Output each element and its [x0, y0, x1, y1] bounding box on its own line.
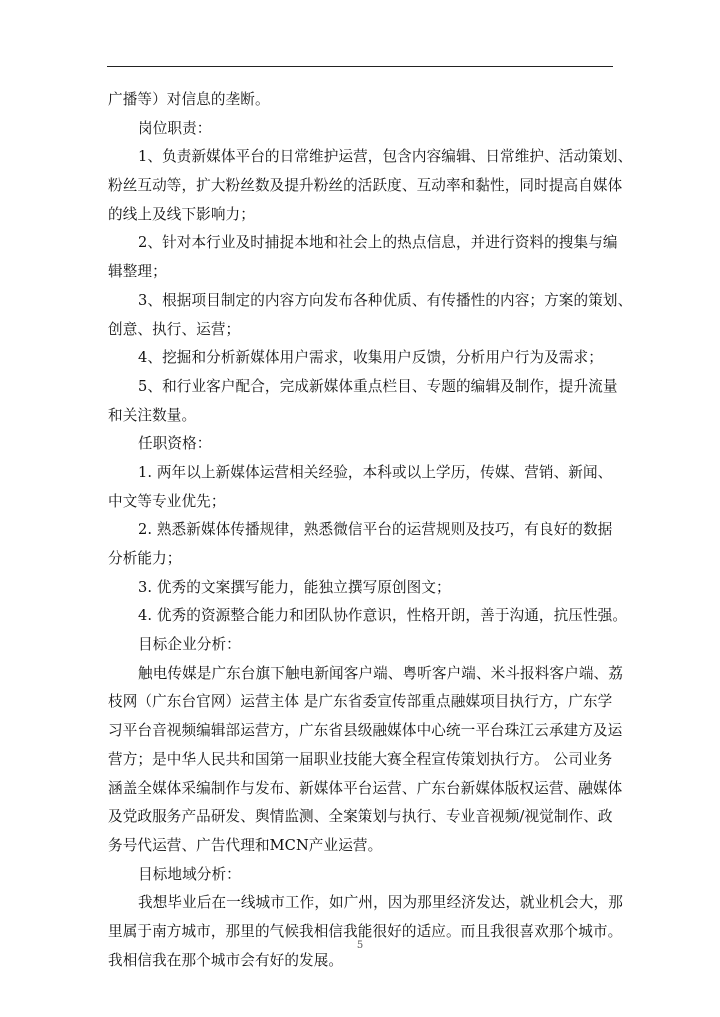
text-line: 2. 熟悉新媒体传播规律，熟悉微信平台的运营规则及技巧，有良好的数据 [138, 521, 613, 539]
text-line: 1、负责新媒体平台的日常维护运营，包含内容编辑、日常维护、活动策划、 [138, 148, 633, 166]
text-line: 辑整理； [108, 263, 167, 281]
text-line: 粉丝互动等，扩大粉丝数及提升粉丝的活跃度、互动率和黏性，同时提高自媒体 [108, 177, 623, 195]
page-number: 5 [356, 940, 364, 951]
text-line: 目标企业分析： [138, 636, 241, 654]
text-line: 广播等）对信息的垄断。 [108, 91, 270, 108]
text-line: 的线上及线下影响力； [108, 205, 255, 223]
text-line: 枝网（广东台官网）运营主体 是广东省委宣传部重点融媒项目执行方，广东学 [108, 693, 613, 711]
text-line: 涵盖全媒体采编制作与发布、新媒体平台运营、广东台新媒体版权运营、融媒体 [108, 779, 623, 797]
text-line: 及党政服务产品研发、舆情监测、全案策划与执行、专业音视频/视觉制作、政 [108, 808, 613, 826]
text-line: 我相信我在那个城市会有好的发展。 [108, 951, 344, 969]
text-line: 分析能力； [108, 550, 182, 567]
text-line: 3. 优秀的文案撰写能力，能独立撰写原创图文； [138, 578, 451, 596]
text-line: 中文等专业优先； [108, 492, 226, 510]
document-body [108, 86, 633, 975]
text-line: 营方；是中华人民共和国第一届职业技能大赛全程宣传策划执行方。 公司业务 [108, 750, 613, 768]
text-line: 务号代运营、广告代理和MCN产业运营。 [108, 836, 383, 854]
text-line: 创意、执行、运营； [108, 320, 241, 338]
text-line: 我想毕业后在一线城市工作，如广州，因为那里经济发达，就业机会大，那 [138, 894, 623, 912]
text-line: 触电传媒是广东台旗下触电新闻客户端、粤听客户端、米斗报料客户端、荔 [138, 664, 623, 682]
text-line: 任职资格： [138, 435, 212, 453]
text-line: 和关注数量。 [108, 406, 197, 424]
text-line: 目标地域分析： [138, 865, 241, 883]
text-line: 1. 两年以上新媒体运营相关经验，本科或以上学历，传媒、营销、新闻、 [138, 463, 613, 481]
text-line: 2、针对本行业及时捕捉本地和社会上的热点信息，并进行资料的搜集与编 [138, 234, 618, 252]
text-line: 岗位职责： [138, 119, 212, 137]
header-rule [107, 66, 613, 67]
text-line: 5、和行业客户配合，完成新媒体重点栏目、专题的编辑及制作，提升流量 [138, 377, 618, 395]
text-line: 里属于南方城市，那里的气候我相信我能很好的适应。而且我很喜欢那个城市。 [108, 922, 623, 940]
text-line: 习平台音视频编辑部运营方，广东省县级融媒体中心统一平台珠江云承建方及运 [108, 722, 623, 740]
text-line: 3、根据项目制定的内容方向发布各种优质、有传播性的内容；方案的策划、 [138, 291, 633, 309]
text-line: 4. 优秀的资源整合能力和团队协作意识，性格开朗，善于沟通，抗压性强。 [138, 607, 628, 625]
text-line: 4、挖掘和分析新媒体用户需求，收集用户反馈，分析用户行为及需求； [138, 349, 603, 367]
